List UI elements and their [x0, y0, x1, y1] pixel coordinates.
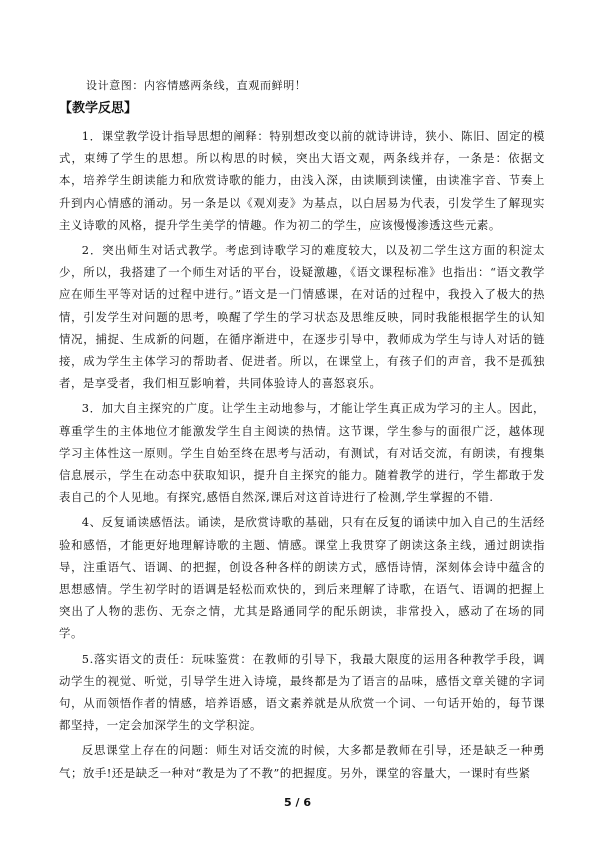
- design-intent-text: 设计意图：内容情感两条线，直观而鲜明！: [86, 79, 307, 92]
- reflection-body: [59, 125, 545, 787]
- paragraph-3: 3．加大自主探究的广度。让学生主动地参与，才能让学生真正成为学习的主人。因此，尊重学生的主体地位才能激发学生自主阅读的热情。这节课，学生参与的面很广泛，越体现学习主体性这一原则。学生自始至终在思考与活动，有测试，有对话交流，有朗读，有搜集信息展示，学生在动态中获取知识，提升自主探究的能力。随着教学的进行，学生都敢于发表自己的个人见地。有探究,感悟自然深,课后对这首诗进行了检测,学生掌握的不错.: [59, 401, 545, 505]
- paragraph-4: 4、反复诵读感悟法。诵读，是欣赏诗歌的基础，只有在反复的诵读中加入自己的生活经验和感悟，才能更好地理解诗歌的主题、情感。课堂上我贯穿了朗读这条主线，通过朗读指导，注重语气、语调、的把握，创设各种各样的朗读方式，感悟诗情，深刻体会诗中蕴含的思想感情。学生初学时的语调是轻松而欢快的，到后来理解了诗歌，在语气、语调的把握上突出了人物的悲伤、无奈之情，尤其是路通同学的配乐朗读，非常投入，感动了在场的同学。: [59, 515, 545, 641]
- page-number: 5 / 6: [284, 796, 311, 809]
- paragraph-2: 2．突出师生对话式教学。考虑到诗歌学习的难度较大，以及初二学生这方面的积淀太少，所以，我搭建了一个师生对话的平台，设疑激趣，《语文课程标准》也指出：“语文教学应在师生平等对话的过程中进行。”语文是一门情感课，在对话的过程中，我投入了极大的热情，引发学生对问题的思考，唤醒了学生的学习状态及思维反映，同时我能根据学生的认知情况，捕捉、生成新的问题，在循序渐进中，在逐步引导中，教师成为学生与诗人对话的链接，成为学生主体学习的帮助者、促进者。所以，在课堂上，有孩子们的声音，我不是孤独者，是享受者，我们相互影响着，共同体验诗人的喜怒哀乐。: [59, 243, 545, 391]
- section-title: 【教学反思】: [59, 101, 138, 116]
- paragraph-6: 反思课堂上存在的问题：师生对话交流的时候，大多都是教师在引导，还是缺乏一种勇气；放手!还是缺乏一种对“教是为了不教”的把握度。另外，课堂的容量大，一课时有些紧: [59, 743, 545, 780]
- paragraph-1: 1．课堂教学设计指导思想的阐释：特别想改变以前的就诗讲诗，狭小、陈旧、固定的模式，束缚了学生的思想。所以构思的时候，突出大语文观，两条线并存，一条是：依据文本，培养学生朗读能力和欣赏诗歌的能力，由浅入深，由读顺到读懂，由读准字音、节奏上升到内心情感的涌动。另一条是以《观刈麦》为基点，以白居易为代表，引发学生了解现实主义诗歌的风格，提升学生美学的情趣。作为初二的学生，应该慢慢渗透这些元素。: [59, 129, 545, 232]
- paragraph-5: 5.落实语文的责任：玩味鉴赏：在教师的引导下，我最大限度的运用各种教学手段，调动学生的视觉、听觉，引导学生进入诗境，最终都是为了语言的品味，感悟文章关键的字词句，从而领悟作者的情感，培养语感，语文素养就是从欣赏一个词、一句话开始的，每节课都坚持，一定会加深学生的文学积淀。: [59, 651, 545, 733]
